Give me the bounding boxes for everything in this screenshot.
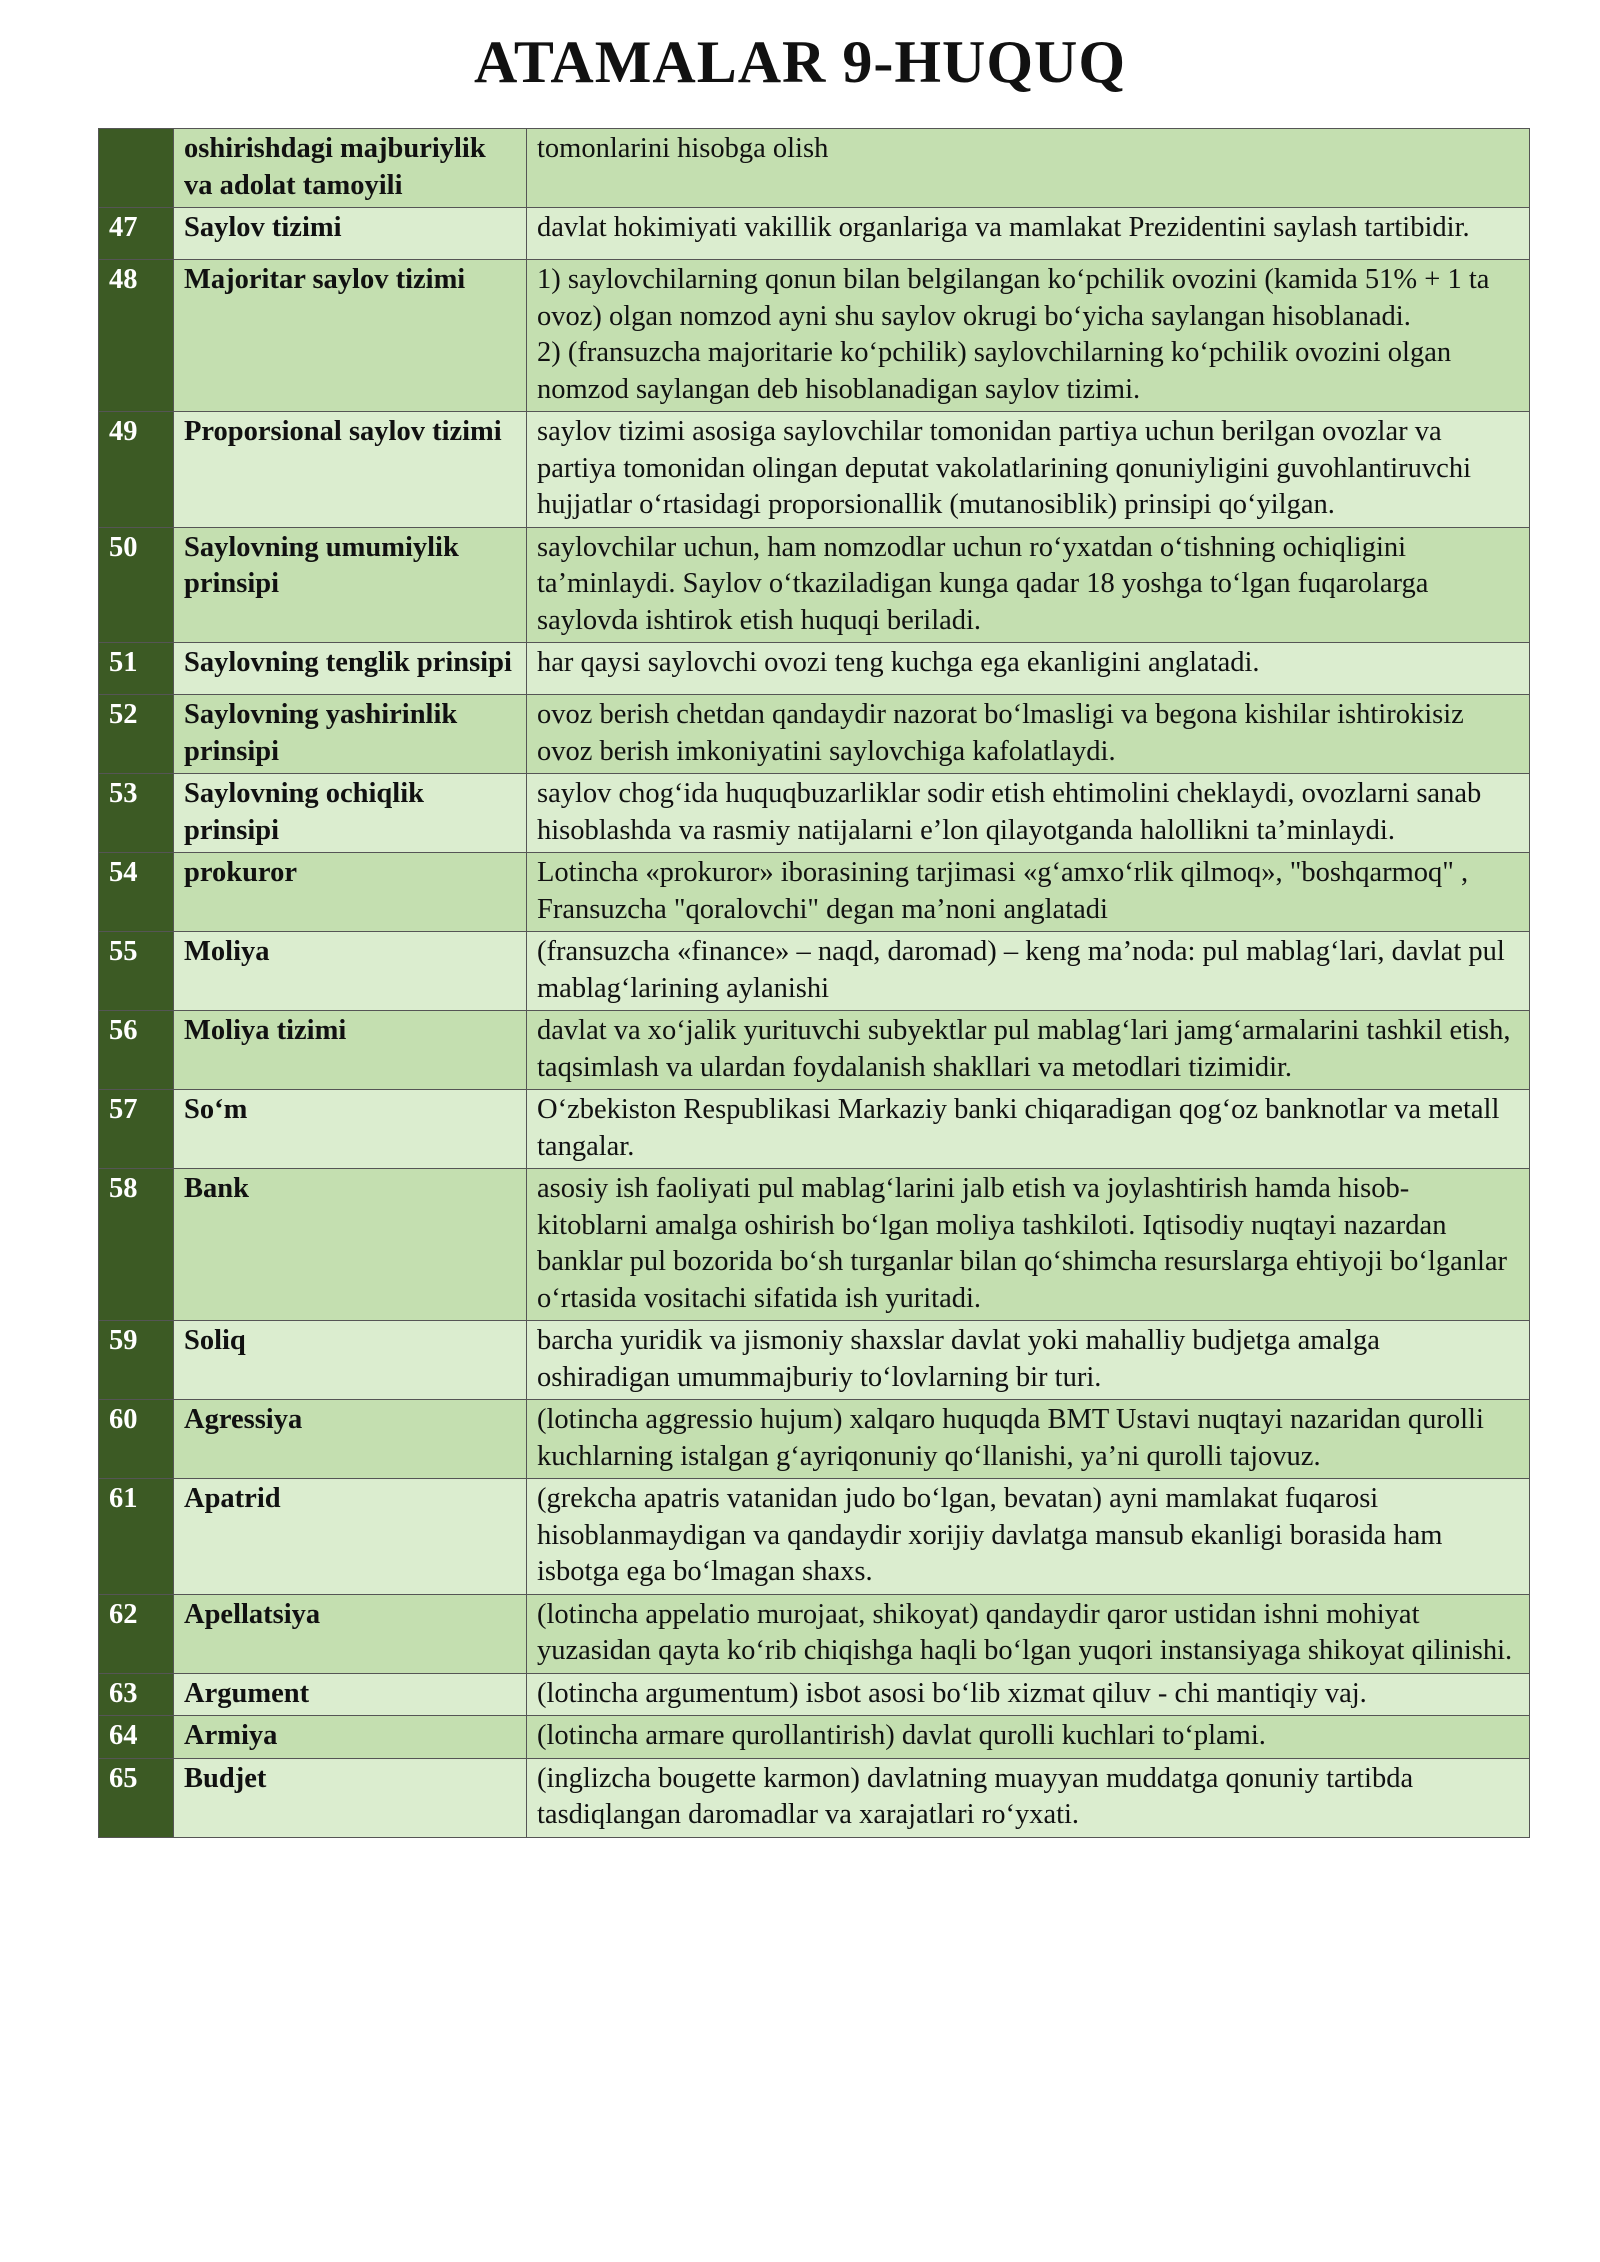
definition-cell	[527, 1011, 1530, 1090]
row-number: 47	[99, 208, 174, 260]
definition-text: barcha yuridik va jismoniy shaxslar davlat yoki mahalliy budjetga amalga oshiradigan umummajburiy to‘lovlarning bir turi.	[537, 1325, 1380, 1393]
definition-text: davlat hokimiyati vakillik organlariga va mamlakat Prezidentini saylash tartibidir.	[537, 212, 1470, 243]
definition-cell	[527, 932, 1530, 1011]
row-number	[99, 129, 174, 208]
table-row	[99, 1594, 1530, 1673]
table-row	[99, 1169, 1530, 1321]
term-cell: Argument	[174, 1673, 527, 1716]
term-cell: Saylovning tenglik prinsipi	[174, 643, 527, 695]
definition-cell	[527, 1479, 1530, 1595]
definition-text: Lotincha «prokuror» iborasining tarjimasi «g‘amxo‘rlik qilmoq», "boshqarmoq" , Fransuzcha "qoralovchi" degan ma’noni anglatadi	[537, 857, 1469, 925]
table-row	[99, 1479, 1530, 1595]
row-number: 60	[99, 1400, 174, 1479]
term-cell: Apellatsiya	[174, 1594, 527, 1673]
term-cell: Budjet	[174, 1758, 527, 1837]
definition-cell	[527, 695, 1530, 774]
definition-text: 1) saylovchilarning qonun bilan belgilangan ko‘pchilik ovozini (kamida 51% + 1 ta ovoz) olgan nomzod ayni shu saylov okrugi bo‘yicha saylangan hisoblanadi.	[537, 264, 1490, 332]
definition-cell	[527, 208, 1530, 260]
row-number: 59	[99, 1321, 174, 1400]
table-row	[99, 1673, 1530, 1716]
definition-cell	[527, 643, 1530, 695]
terms-table-body	[99, 129, 1530, 1838]
row-number: 61	[99, 1479, 174, 1595]
definition-cell	[527, 774, 1530, 853]
definition-cell	[527, 1716, 1530, 1759]
term-cell: Moliya	[174, 932, 527, 1011]
table-row	[99, 853, 1530, 932]
definition-cell	[527, 1673, 1530, 1716]
definition-cell	[527, 260, 1530, 412]
definition-cell	[527, 412, 1530, 528]
table-row	[99, 1321, 1530, 1400]
term-cell: Agressiya	[174, 1400, 527, 1479]
definition-text: (grekcha apatris vatanidan judo bo‘lgan, bevatan) ayni mamlakat fuqarosi hisoblanmaydigan va qandaydir xorijiy davlatga mansub ekanligi borasida ham isbotga ega bo‘lmagan shaxs.	[537, 1483, 1443, 1587]
definition-cell	[527, 527, 1530, 643]
definition-text: har qaysi saylovchi ovozi teng kuchga ega ekanligini anglatadi.	[537, 647, 1260, 678]
definition-text: (inglizcha bougette karmon) davlatning muayyan muddatga qonuniy tartibda tasdiqlangan daromadlar va xarajatlari ro‘yxati.	[537, 1762, 1414, 1830]
definition-text: saylovchilar uchun, ham nomzodlar uchun ro‘yxatdan o‘tishning ochiqligini ta’minlaydi. Saylov o‘tkaziladigan kunga qadar 18 yoshga to‘lgan fuqarolarga saylovda ishtirok etish huquqi beriladi.	[537, 531, 1429, 636]
term-cell: Majoritar saylov tizimi	[174, 260, 527, 412]
term-cell: oshirishdagi majburiylik va adolat tamoyili	[174, 129, 527, 208]
definition-text: ovoz berish chetdan qandaydir nazorat bo‘lmasligi va begona kishilar ishtirokisiz ovoz berish imkoniyatini saylovchiga kafolatlaydi.	[537, 699, 1464, 767]
definition-text: 2) (fransuzcha majoritarie ko‘pchilik) saylovchilarning ko‘pchilik ovozini olgan nomzod saylangan deb hisoblanadigan saylov tizimi.	[537, 337, 1452, 405]
row-number: 52	[99, 695, 174, 774]
table-row	[99, 260, 1530, 412]
definition-cell	[527, 1169, 1530, 1321]
row-number: 50	[99, 527, 174, 643]
row-number: 62	[99, 1594, 174, 1673]
term-cell: Proporsional saylov tizimi	[174, 412, 527, 528]
table-row	[99, 1716, 1530, 1759]
row-number: 51	[99, 643, 174, 695]
definition-text: O‘zbekiston Respublikasi Markaziy banki chiqaradigan qog‘oz banknotlar va metall tangalar.	[537, 1094, 1500, 1162]
table-row	[99, 412, 1530, 528]
table-row	[99, 1758, 1530, 1837]
definition-text: (lotincha argumentum) isbot asosi bo‘lib xizmat qiluv - chi mantiqiy vaj.	[537, 1677, 1367, 1709]
table-row	[99, 129, 1530, 208]
term-cell: Apatrid	[174, 1479, 527, 1595]
definition-cell	[527, 853, 1530, 932]
definition-cell	[527, 1090, 1530, 1169]
term-cell: Bank	[174, 1169, 527, 1321]
term-cell: Saylov tizimi	[174, 208, 527, 260]
table-row	[99, 1400, 1530, 1479]
term-cell: Moliya tizimi	[174, 1011, 527, 1090]
definition-cell	[527, 1321, 1530, 1400]
term-cell: Saylovning umumiylik prinsipi	[174, 527, 527, 643]
table-row	[99, 527, 1530, 643]
definition-cell	[527, 1400, 1530, 1479]
table-row	[99, 932, 1530, 1011]
row-number: 63	[99, 1673, 174, 1716]
definition-text: davlat va xo‘jalik yurituvchi subyektlar pul mablag‘lari jamg‘armalarini tashkil etish, taqsimlash va ulardan foydalanish shakllari va metodlari tizimidir.	[537, 1015, 1511, 1083]
definition-cell	[527, 1594, 1530, 1673]
row-number: 58	[99, 1169, 174, 1321]
table-row	[99, 695, 1530, 774]
definition-text: (lotincha appelatio murojaat, shikoyat) qandaydir qaror ustidan ishni mohiyat yuzasidan qayta ko‘rib chiqishga haqli bo‘lgan yuqori instansiyaga shikoyat qilinishi.	[537, 1598, 1513, 1666]
term-cell: So‘m	[174, 1090, 527, 1169]
row-number: 56	[99, 1011, 174, 1090]
term-cell: Armiya	[174, 1716, 527, 1759]
definition-text: (fransuzcha «finance» – naqd, daromad) – keng ma’noda: pul mablag‘lari, davlat pul mablag‘larining aylanishi	[537, 936, 1505, 1004]
definition-text: saylov tizimi asosiga saylovchilar tomonidan partiya uchun berilgan ovozlar va partiya tomonidan olingan deputat vakolatlarining qonuniyligini guvohlantiruvchi hujjatlar o‘rtasidagi proporsionallik (mutanosiblik) prinsipi qo‘yilgan.	[537, 416, 1471, 520]
term-cell: Soliq	[174, 1321, 527, 1400]
definition-text: (lotincha armare qurollantirish) davlat qurolli kuchlari to‘plami.	[537, 1720, 1266, 1751]
row-number: 64	[99, 1716, 174, 1759]
definition-text: (lotincha aggressio hujum) xalqaro huquqda BMT Ustavi nuqtayi nazaridan qurolli kuchlarning istalgan g‘ayriqonuniy qo‘llanishi, ya’ni qurolli tajovuz.	[537, 1404, 1484, 1472]
row-number: 55	[99, 932, 174, 1011]
terms-table	[98, 128, 1530, 1838]
term-cell: Saylovning yashirinlik prinsipi	[174, 695, 527, 774]
term-cell: prokuror	[174, 853, 527, 932]
definition-text: asosiy ish faoliyati pul mablag‘larini jalb etish va joylashtirish hamda hisob-kitoblarni amalga oshirish bo‘lgan moliya tashkiloti. Iqtisodiy nuqtayi nazardan banklar pul bozorida bo‘sh turganlar bilan qo‘shimcha resurslarga ehtiyoji bo‘lganlar o‘rtasida vositachi sifatida ish yuritadi.	[537, 1173, 1508, 1314]
definition-text: tomonlarini hisobga olish	[537, 133, 829, 164]
row-number: 48	[99, 260, 174, 412]
row-number: 54	[99, 853, 174, 932]
table-row	[99, 1090, 1530, 1169]
table-row	[99, 774, 1530, 853]
definition-cell	[527, 1758, 1530, 1837]
row-number: 49	[99, 412, 174, 528]
page-title: ATAMALAR 9-HUQUQ	[473, 29, 1127, 95]
term-cell: Saylovning ochiqlik prinsipi	[174, 774, 527, 853]
table-row	[99, 643, 1530, 695]
definition-cell	[527, 129, 1530, 208]
table-row	[99, 1011, 1530, 1090]
row-number: 57	[99, 1090, 174, 1169]
table-row	[99, 208, 1530, 260]
definition-text: saylov chog‘ida huquqbuzarliklar sodir etish ehtimolini cheklaydi, ovozlarni sanab hisoblashda va rasmiy natijalarni e’lon qilayotganda halollikni ta’minlaydi.	[537, 778, 1482, 846]
row-number: 53	[99, 774, 174, 853]
row-number: 65	[99, 1758, 174, 1837]
